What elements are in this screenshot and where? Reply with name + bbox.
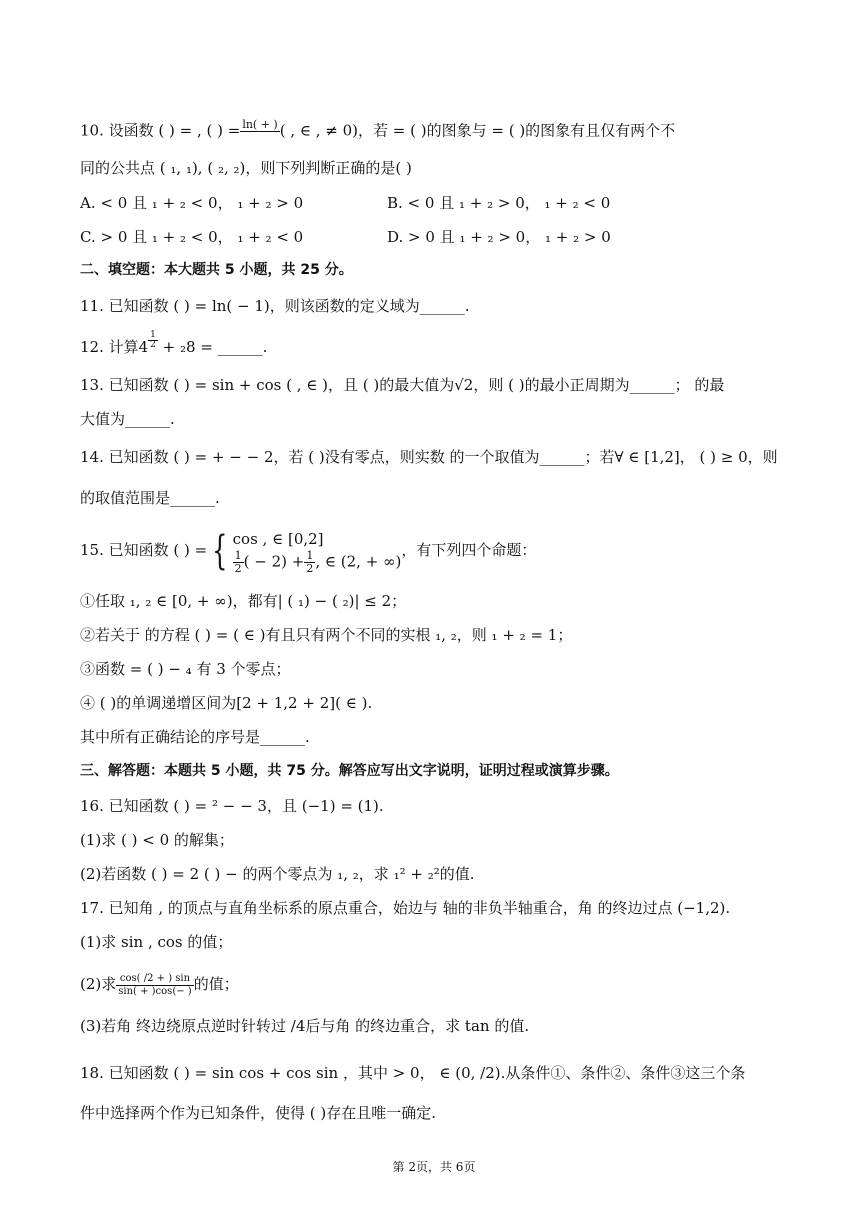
q10-option-c: C. > 0 且 ₁ + ₂ < 0， ₁ + ₂ < 0	[80, 228, 304, 246]
q15-prop4: ④ ( )的单调递增区间为[2 + 1,2 + 2]( ∈ ).	[80, 694, 373, 712]
q10-option-d: D. > 0 且 ₁ + ₂ > 0， ₁ + ₂ > 0	[387, 228, 611, 246]
q13-line2: 大值为______.	[80, 410, 175, 428]
q17-part2-tail: 的值；	[193, 975, 239, 993]
q15-definition	[80, 524, 536, 576]
q13-line1: 13. 已知函数 ( ) = sin + cos ( , ∈ )，且 ( )的最大值为√2，则 ( )的最小正周期为______； 的最	[80, 376, 725, 394]
q11: 11. 已知函数 ( ) = ln( − 1)，则该函数的定义域为______.	[80, 297, 470, 315]
q17-part1: (1)求 sin , cos 的值；	[80, 933, 233, 951]
q17-part3: (3)若角 终边绕原点逆时针转过 /4后与角 的终边重合，求 tan 的值.	[80, 1017, 530, 1035]
q15-case2: $\frac{1}{2}$ ( − 2) + $\frac{1}{2}$ , ∈ (2, + ∞)	[234, 548, 402, 575]
q16-part2: (2)若函数 ( ) = 2 ( ) − 的两个零点为 ₁, ₂，求 ₁² + ₂²的值.	[80, 865, 475, 883]
q15-prop3: ③函数 = ( ) − ₄ 有 3 个零点；	[80, 660, 291, 678]
q14-line2: 的取值范围是______.	[80, 489, 220, 507]
q14-line1: 14. 已知函数 ( ) = + − − 2，若 ( )没有零点，则实数 的一个取值为______；若∀ ∈ [1,2]， ( ) ≥ 0，则	[80, 448, 778, 466]
q17-part2-fraction: $\frac{\cos( /2 + ) \sin}{\sin( + )\cos(- )}$	[118, 972, 192, 997]
q17-part2-lead: (2)求	[80, 975, 117, 993]
q15-case1: cos , ∈ [0,2]	[232, 529, 324, 548]
q10-option-b: B. < 0 且 ₁ + ₂ > 0， ₁ + ₂ < 0	[387, 194, 611, 212]
q18-line1: 18. 已知函数 ( ) = sin cos + cos sin ，其中 > 0， ∈ (0, /2).从条件①、条件②、条件③这三个条	[80, 1064, 746, 1082]
q12	[80, 329, 268, 358]
q12-exponent	[148, 331, 158, 350]
q15-prop1: ①任取 ₁, ₂ ∈ [0, + ∞)，都有| ( ₁) − ( ₂)| ≤ 2；	[80, 592, 407, 610]
q16-part1: (1)求 ( ) < 0 的解集；	[80, 831, 234, 849]
q16-stem: 16. 已知函数 ( ) = ² − − 3，且 (−1) = (1).	[80, 797, 384, 815]
q17-stem: 17. 已知角 , 的顶点与直角坐标系的原点重合，始边与 轴的非负半轴重合，角 的终边过点 (−1,2).	[80, 899, 731, 917]
q12-text-b: + ₂8 = ______.	[157, 338, 268, 356]
q12-text-a: 12. 计算4	[80, 338, 149, 356]
q12-exp-num: 1	[150, 329, 156, 340]
q10-line1	[80, 119, 675, 144]
brace-icon: {	[212, 528, 228, 574]
q15-lead: 15. 已知函数 ( ) =	[80, 541, 208, 559]
q10-line2: 同的公共点 ( ₁, ₁), ( ₂, ₂)，则下列判断正确的是( )	[80, 159, 412, 177]
q15-prop2: ②若关于 的方程 ( ) = ( ∈ )有且只有两个不同的实根 ₁, ₂，则 ₁ + ₂ = 1；	[80, 626, 573, 644]
q10-option-a: A. < 0 且 ₁ + ₂ < 0， ₁ + ₂ > 0	[80, 194, 304, 212]
section3-title: 三、解答题：本题共 5 小题，共 75 分。解答应写出文字说明，证明过程或演算步骤。	[80, 763, 619, 779]
q15-cases	[233, 528, 402, 575]
q15-conclusion: 其中所有正确结论的序号是______.	[80, 728, 310, 746]
q15-tail: ，有下列四个命题：	[401, 541, 537, 559]
section2-title: 二、填空题：本大题共 5 小题，共 25 分。	[80, 262, 353, 278]
q12-exp-den: 2	[150, 339, 156, 350]
q18-line2: 件中选择两个作为已知条件，使得 ( )存在且唯一确定.	[80, 1104, 437, 1122]
page-footer: 第 2页，共 6页	[392, 1160, 476, 1174]
q17-part2	[80, 966, 239, 1002]
q10-fraction	[240, 119, 279, 144]
q10-text-a: 10. 设函数 ( ) = , ( ) =	[80, 121, 241, 140]
q10-text-b: ( , ∈ , ≠ 0)，若 = ( )的图象与 = ( )的图象有且仅有两个不	[279, 121, 676, 140]
q10-frac-num: ln( + )	[242, 118, 278, 131]
